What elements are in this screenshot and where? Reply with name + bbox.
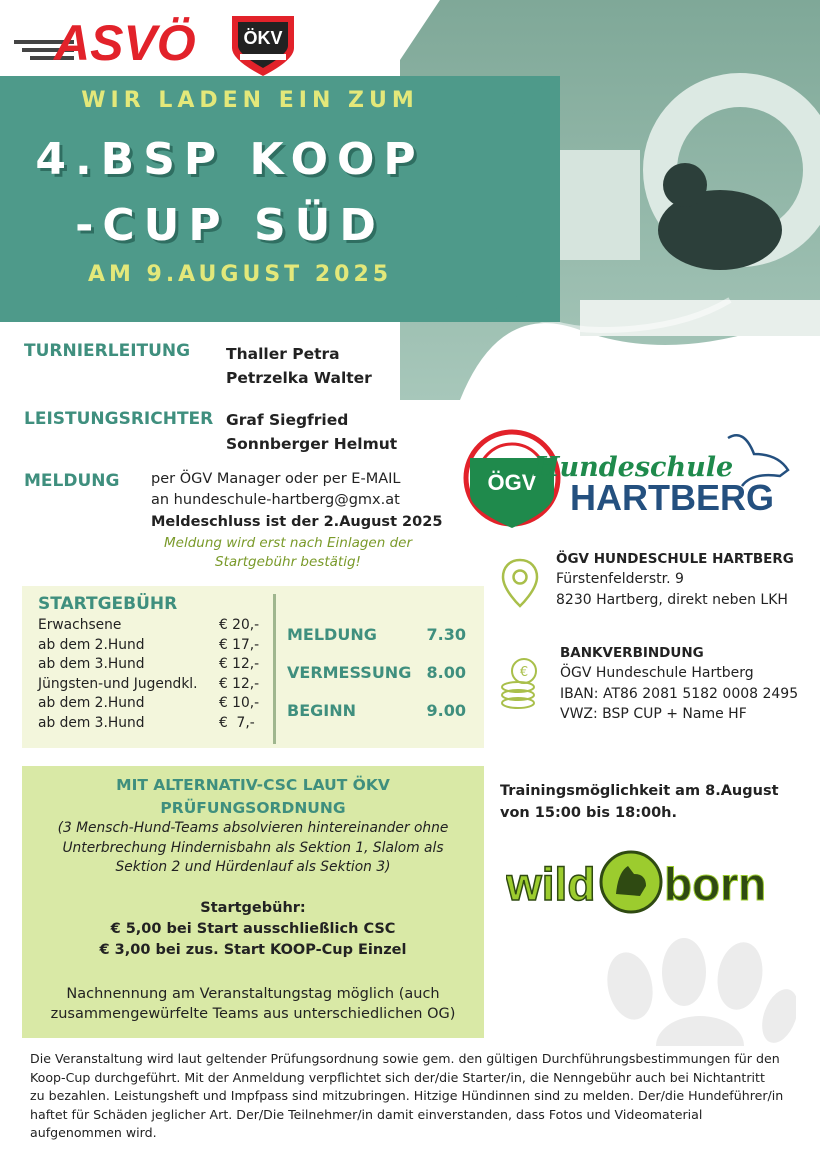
svg-text:€: €	[519, 665, 529, 680]
bank-iban: IBAN: AT86 2081 5182 0008 2495	[560, 686, 799, 702]
bank-title: BANKVERBINDUNG	[560, 645, 704, 661]
fee-category: ab dem 2.Hund	[38, 636, 145, 653]
csc-title-line2: PRÜFUNGSORDNUNG	[160, 799, 346, 817]
csc-late-line1: Nachnennung am Veranstaltungstag möglich (auch	[66, 986, 440, 1002]
startgebuehr-title: STARTGEBÜHR	[38, 594, 178, 614]
fee-category: ab dem 3.Hund	[38, 656, 145, 672]
asvo-logo	[14, 14, 204, 66]
svg-text:ÖGV: ÖGV	[487, 470, 537, 495]
meldung-note-line1: Meldung wird erst nach Einlagen der	[163, 535, 413, 551]
schedule-time: 8.00	[426, 663, 466, 682]
csc-late-line2: zusammengewürfelte Teams aus unterschiedlichen OG)	[50, 1006, 456, 1022]
fee-price: € 17,-	[219, 636, 260, 653]
csc-description	[44, 819, 462, 878]
training-line2: von 15:00 bis 18:00h.	[500, 805, 678, 821]
event-title-line1: 4.BSP KOOP	[35, 134, 425, 185]
footer-disclaimer	[30, 1050, 794, 1143]
event-title-line2: -CUP SÜD	[75, 200, 385, 251]
fee-category: Erwachsene	[38, 617, 122, 633]
meldung-line1: per ÖGV Manager oder per E-MAIL	[151, 471, 401, 487]
meldung-deadline: Meldeschluss ist der 2.August 2025	[151, 514, 443, 530]
coins-icon	[498, 655, 548, 713]
fee-price: € 12,-	[219, 675, 260, 692]
bank-vwz: VWZ: BSP CUP + Name HF	[560, 706, 747, 722]
schedule-label: BEGINN	[287, 701, 356, 720]
invite-text: WIR LADEN EIN ZUM	[81, 88, 419, 113]
club-name: ÖGV HUNDESCHULE HARTBERG	[556, 551, 794, 567]
fee-divider	[273, 594, 276, 744]
club-street: Fürstenfelderstr. 9	[556, 571, 684, 587]
fee-prices	[219, 616, 269, 733]
leistungsrichter-label: LEISTUNGSRICHTER	[24, 409, 214, 429]
fee-price: € 20,-	[219, 617, 260, 633]
csc-fee-line2: € 3,00 bei zus. Start KOOP-Cup Einzel	[99, 942, 407, 958]
csc-desc-line1: (3 Mensch-Hund-Teams absolvieren hintereinander ohne	[57, 820, 449, 836]
fee-category: ab dem 3.Hund	[38, 714, 145, 731]
meldung-label: MELDUNG	[24, 471, 120, 491]
footer-line1: Die Veranstaltung wird laut geltender Prüfungsordnung sowie gem. den gültigen Durchführungsbestimmungen für den	[30, 1051, 780, 1066]
training-line1: Trainingsmöglichkeit am 8.August	[500, 783, 779, 799]
event-title	[0, 133, 460, 253]
leistungsrichter-name-1: Graf Siegfried	[226, 411, 349, 429]
fee-price: € 10,-	[219, 695, 260, 711]
csc-desc-line3: Sektion 2 und Hürdenlauf als Sektion 3)	[115, 859, 391, 875]
fee-price: € 12,-	[219, 656, 260, 672]
event-date: AM 9.AUGUST 2025	[87, 262, 393, 287]
okv-logo	[228, 14, 298, 78]
footer-line4: haftet für Schäden jeglicher Art. Der/Die Teilnehmer/in damit einverstanden, dass Fotos und Videomaterial	[30, 1106, 703, 1122]
paw-print-icon	[600, 936, 796, 1046]
svg-text:wild: wild	[506, 858, 596, 910]
leistungsrichter-name-2: Sonnberger Helmut	[226, 435, 398, 453]
schedule-time: 9.00	[426, 701, 466, 720]
hundeschule-hartberg-logo	[462, 424, 802, 532]
club-city: 8230 Hartberg, direkt neben LKH	[556, 592, 788, 608]
bank-holder: ÖGV Hundeschule Hartberg	[560, 665, 754, 681]
leistungsrichter-names	[226, 408, 397, 456]
wildborn-logo	[506, 850, 772, 916]
footer-line2: Koop-Cup durchgeführt. Mit der Anmeldung verpflichtet sich der/die Starter/in, die Nenngebühr auch bei Nichtantritt	[30, 1069, 765, 1085]
fee-price: € 7,-	[219, 714, 255, 731]
csc-late-entry	[34, 984, 472, 1024]
csc-title-line1: MIT ALTERNATIV-CSC LAUT ÖKV	[116, 776, 390, 794]
fee-categories	[38, 616, 218, 733]
schedule-labels	[287, 616, 417, 730]
svg-text:born: born	[664, 858, 767, 910]
fee-category: ab dem 2.Hund	[38, 695, 145, 711]
csc-desc-line2: Unterbrechung Hindernisbahn als Sektion 1, Slalom als	[62, 839, 444, 856]
turnierleitung-name-1: Thaller Petra	[226, 345, 340, 363]
footer-line5: aufgenommen wird.	[30, 1125, 157, 1141]
svg-text:Hundeschule: Hundeschule	[534, 452, 734, 483]
csc-fee-title: Startgebühr:	[200, 900, 306, 916]
location-pin-icon	[500, 557, 540, 609]
meldung-note-line2: Startgebühr bestätig!	[215, 554, 361, 570]
turnierleitung-names	[226, 342, 372, 390]
schedule-label: MELDUNG	[287, 625, 377, 644]
svg-text:ÖKV: ÖKV	[243, 28, 283, 48]
csc-fee	[22, 898, 484, 961]
meldung-email[interactable]: an hundeschule-hartberg@gmx.at	[151, 492, 400, 508]
csc-fee-line1: € 5,00 bei Start ausschließlich CSC	[110, 921, 396, 937]
schedule-time: 7.30	[426, 625, 466, 644]
svg-text:ASVÖ: ASVÖ	[54, 15, 196, 66]
fee-category: Jüngsten-und Jugendkl.	[38, 675, 198, 692]
meldung-note	[140, 534, 436, 572]
footer-line3: zu bezahlen. Leistungsheft und Impfpass sind mitzubringen. Hitzige Hündinnen sind zu melden. Der/die Hundeführer/in	[30, 1088, 784, 1104]
svg-text:HARTBERG: HARTBERG	[570, 477, 774, 518]
schedule-times	[410, 616, 466, 730]
csc-title	[22, 774, 484, 820]
schedule-label: VERMESSUNG	[287, 663, 412, 682]
training-info	[500, 780, 800, 824]
turnierleitung-name-2: Petrzelka Walter	[226, 369, 372, 387]
turnierleitung-label: TURNIERLEITUNG	[24, 341, 191, 361]
